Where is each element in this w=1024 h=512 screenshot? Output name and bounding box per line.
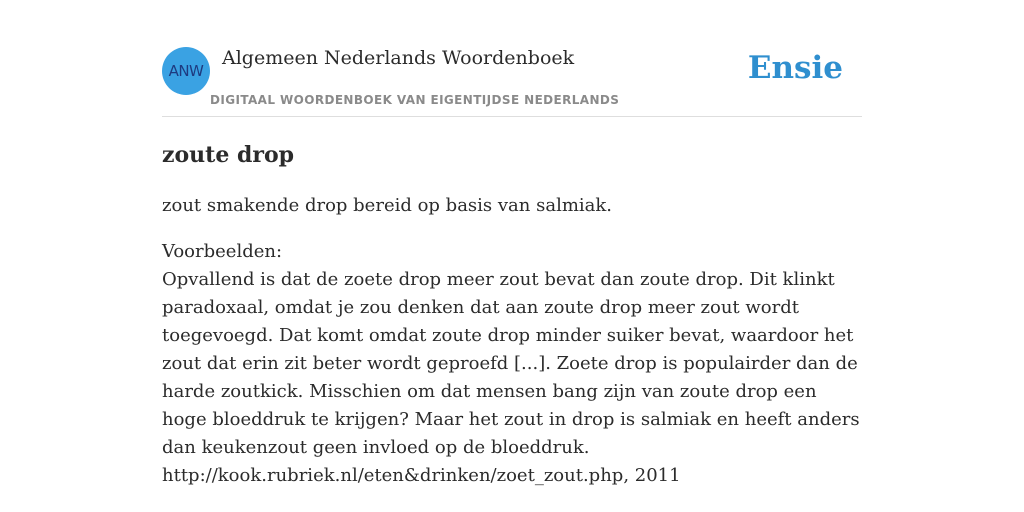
- ensie-logo[interactable]: Ensie: [747, 50, 843, 86]
- site-header: [162, 38, 862, 117]
- entry-content: [162, 140, 862, 490]
- site-subtitle: DIGITAAL WOORDENBOEK VAN EIGENTIJDSE NEDERLANDS: [210, 93, 620, 107]
- entry-headword: zoute drop: [162, 142, 295, 168]
- example-source: http://kook.rubriek.nl/eten&drinken/zoet_zout.php, 2011: [162, 465, 681, 486]
- entry-definition: zout smakende drop bereid op basis van salmiak.: [162, 195, 613, 216]
- examples-section: [162, 238, 862, 490]
- example-text: Opvallend is dat de zoete drop meer zout bevat dan zoute drop. Dit klinkt paradoxaal, omdat je zou denken dat aan zoute drop meer zout wordt toegevoegd. Dat komt omdat zoute drop minder suiker bevat, waardoor het zout dat erin zit beter wordt geproefd [...]. Zoete drop is populairder dan de harde zoutkick. Misschien om dat mensen bang zijn van zoute drop een hoge bloeddruk te krijgen? Maar het zout in drop is salmiak en heeft anders dan keukenzout geen invloed op de bloeddruk.: [162, 269, 860, 458]
- site-title[interactable]: Algemeen Nederlands Woordenboek: [222, 47, 575, 69]
- logo-text: ANW: [168, 62, 204, 80]
- examples-label: Voorbeelden:: [162, 241, 283, 262]
- anw-logo[interactable]: [162, 47, 210, 95]
